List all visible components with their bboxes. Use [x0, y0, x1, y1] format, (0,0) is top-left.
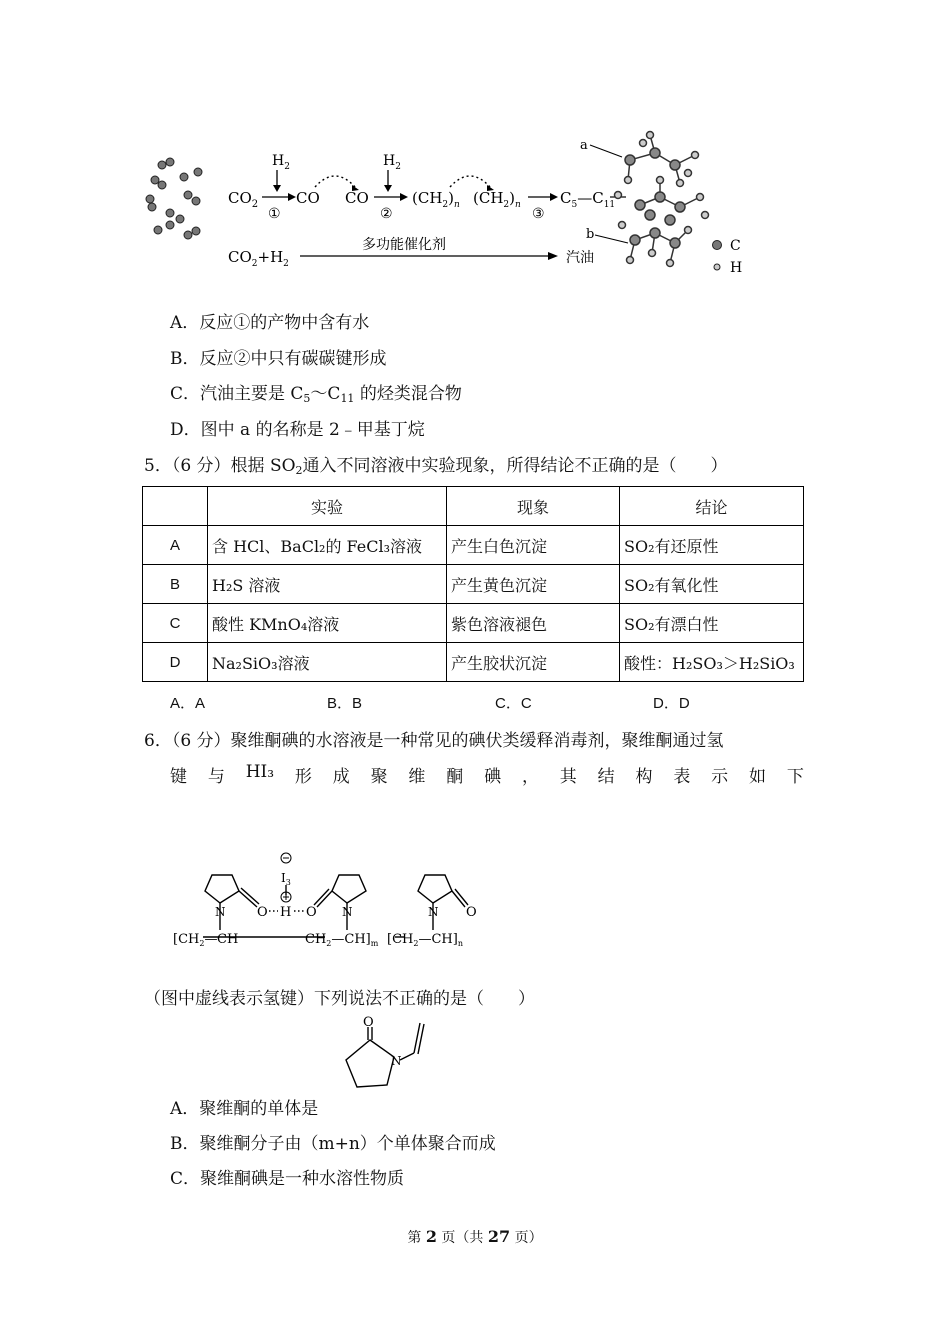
row-key: A — [143, 526, 208, 565]
q4-option-a: A．反应①的产物中含有水 — [170, 313, 370, 333]
q5-option-b: B．B — [327, 695, 363, 712]
gasoline-label: 汽油 — [566, 250, 594, 266]
co-label-1: CO — [296, 189, 320, 207]
q4-option-d: D．图中 a 的名称是 2﹣甲基丁烷 — [170, 420, 425, 440]
monomer-n-atom: N — [391, 1054, 402, 1068]
row-conclusion: SO₂有还原性 — [620, 526, 804, 565]
row-phenomenon: 产生胶状沉淀 — [447, 643, 620, 682]
step-3-label: ③ — [532, 206, 545, 222]
h2-label-2: $H_2$ — [383, 153, 401, 172]
row-phenomenon: 产生黄色沉淀 — [447, 565, 620, 604]
stem-word: 维 — [408, 767, 426, 787]
q4-option-c: C．汽油主要是 $C_5\sim C_{11}$ 的烃类混合物 — [170, 384, 462, 405]
backbone-ch2-2: $CH_2—CH]_m$ — [305, 932, 379, 948]
label-b: b — [586, 227, 595, 242]
row-experiment: Na₂SiO₃溶液 — [208, 643, 447, 682]
vinylpyrrolidone-monomer-structure — [332, 1015, 452, 1115]
o-atom-1: O — [257, 905, 268, 920]
o-atom-3: O — [466, 905, 477, 920]
table-row — [143, 604, 804, 643]
row-key: B — [143, 565, 208, 604]
ch2n-label-2: $(CH_2)_n$ — [473, 189, 521, 210]
backbone-ch: CH — [217, 932, 239, 947]
row-key: D — [143, 643, 208, 682]
ch2n-label-1: $(CH_2)_n$ — [412, 189, 460, 210]
co2-to-gasoline-diagram — [140, 125, 760, 290]
row-phenomenon: 紫色溶液褪色 — [447, 604, 620, 643]
co2-h2-label: $CO_2+H_2$ — [228, 248, 289, 269]
row-experiment: H₂S 溶液 — [208, 565, 447, 604]
row-phenomenon: 产生白色沉淀 — [447, 526, 620, 565]
q5-stem: 5．（6 分）根据 $SO_2$通入不同溶液中实验现象，所得结论不正确的是（ ） — [144, 456, 728, 477]
table-header-row — [143, 487, 804, 526]
carbon-legend-icon — [713, 241, 722, 250]
table-header-cell — [143, 487, 208, 526]
table-row — [143, 526, 804, 565]
hydrogen-legend-icon — [714, 264, 720, 270]
monomer-o-atom: O — [363, 1015, 374, 1030]
stem-word: 碘 — [484, 767, 502, 787]
c5-c11-label: $C_5—C_{11}$ — [560, 189, 616, 210]
q5-table — [142, 486, 804, 682]
stem-word: 成 — [332, 767, 350, 787]
catalyst-label: 多功能催化剂 — [362, 237, 446, 253]
n-atom-2: N — [342, 905, 353, 919]
ball-and-stick-molecules-icon — [615, 132, 709, 267]
stem-word: ， — [521, 767, 539, 787]
q6-stem-line2 — [170, 762, 804, 787]
stem-word: 结 — [597, 767, 615, 787]
row-conclusion: SO₂有氧化性 — [620, 565, 804, 604]
backbone-ch2-3: $[CH_2—CH]_n$ — [387, 932, 463, 948]
stem-word: 与 — [207, 767, 225, 787]
stem-word: 其 — [559, 767, 577, 787]
n-atom-3: N — [428, 905, 439, 919]
legend-c: C — [730, 238, 741, 254]
step-1-label: ① — [268, 206, 281, 222]
stem-word: 形 — [294, 767, 312, 787]
q5-option-d: D．D — [653, 695, 690, 712]
table-header-cell: 实验 — [208, 487, 447, 526]
row-experiment: 酸性 KMnO₄溶液 — [208, 604, 447, 643]
stem-word: 下 — [786, 767, 804, 787]
row-key: C — [143, 604, 208, 643]
table-row — [143, 565, 804, 604]
stem-word: 酮 — [446, 767, 464, 787]
row-conclusion: SO₂有漂白性 — [620, 604, 804, 643]
stem-word: 聚 — [370, 767, 388, 787]
stem-word: 构 — [635, 767, 653, 787]
table-header-cell: 结论 — [620, 487, 804, 526]
page-footer: 第 2 页（共 27 页） — [407, 1227, 543, 1246]
q6-note: （图中虚线表示氢键）下列说法不正确的是（ ） — [144, 989, 535, 1009]
n-atom-1: N — [215, 905, 226, 919]
h-atom: H — [280, 905, 292, 920]
backbone-ch2-1: [$CH_2—$ — [173, 932, 218, 948]
table-row — [143, 643, 804, 682]
stem-word: 表 — [673, 767, 691, 787]
co2-label: $CO_2$ — [228, 189, 259, 210]
stem-word: 键 — [170, 767, 187, 787]
stem-word: 示 — [711, 767, 729, 787]
h2-label-1: $H_2$ — [272, 153, 290, 172]
q5-option-c: C．C — [495, 695, 532, 712]
step-2-label: ② — [380, 206, 393, 222]
o-atom-2: O — [306, 905, 317, 920]
row-conclusion: 酸性：H₂SO₃＞H₂SiO₃ — [620, 643, 804, 682]
povidone-iodine-structure — [165, 845, 495, 955]
q6-option-c: C．聚维酮碘是一种水溶性物质 — [170, 1169, 405, 1189]
q6-option-a: A．聚维酮的单体是 — [170, 1099, 319, 1119]
q5-option-a: A．A — [170, 695, 206, 712]
label-a: a — [580, 138, 588, 153]
legend-h: H — [730, 260, 743, 276]
q4-option-b: B．反应②中只有碳碳键形成 — [170, 349, 387, 369]
row-experiment: 含 HCl、BaCl₂的 FeCl₃溶液 — [208, 526, 447, 565]
stem-word: 如 — [749, 767, 767, 787]
table-header-cell: 现象 — [447, 487, 620, 526]
i3-label: $I_3$ — [281, 871, 291, 887]
molecule-cluster-left-icon — [146, 158, 202, 239]
stem-word: HI₃ — [245, 762, 275, 782]
q6-stem-line1: 6．（6 分）聚维酮碘的水溶液是一种常见的碘伏类缓释消毒剂，聚维酮通过氢 — [144, 731, 724, 751]
co-label-2: CO — [345, 189, 369, 207]
q6-option-b: B．聚维酮分子由（m+n）个单体聚合而成 — [170, 1134, 496, 1154]
